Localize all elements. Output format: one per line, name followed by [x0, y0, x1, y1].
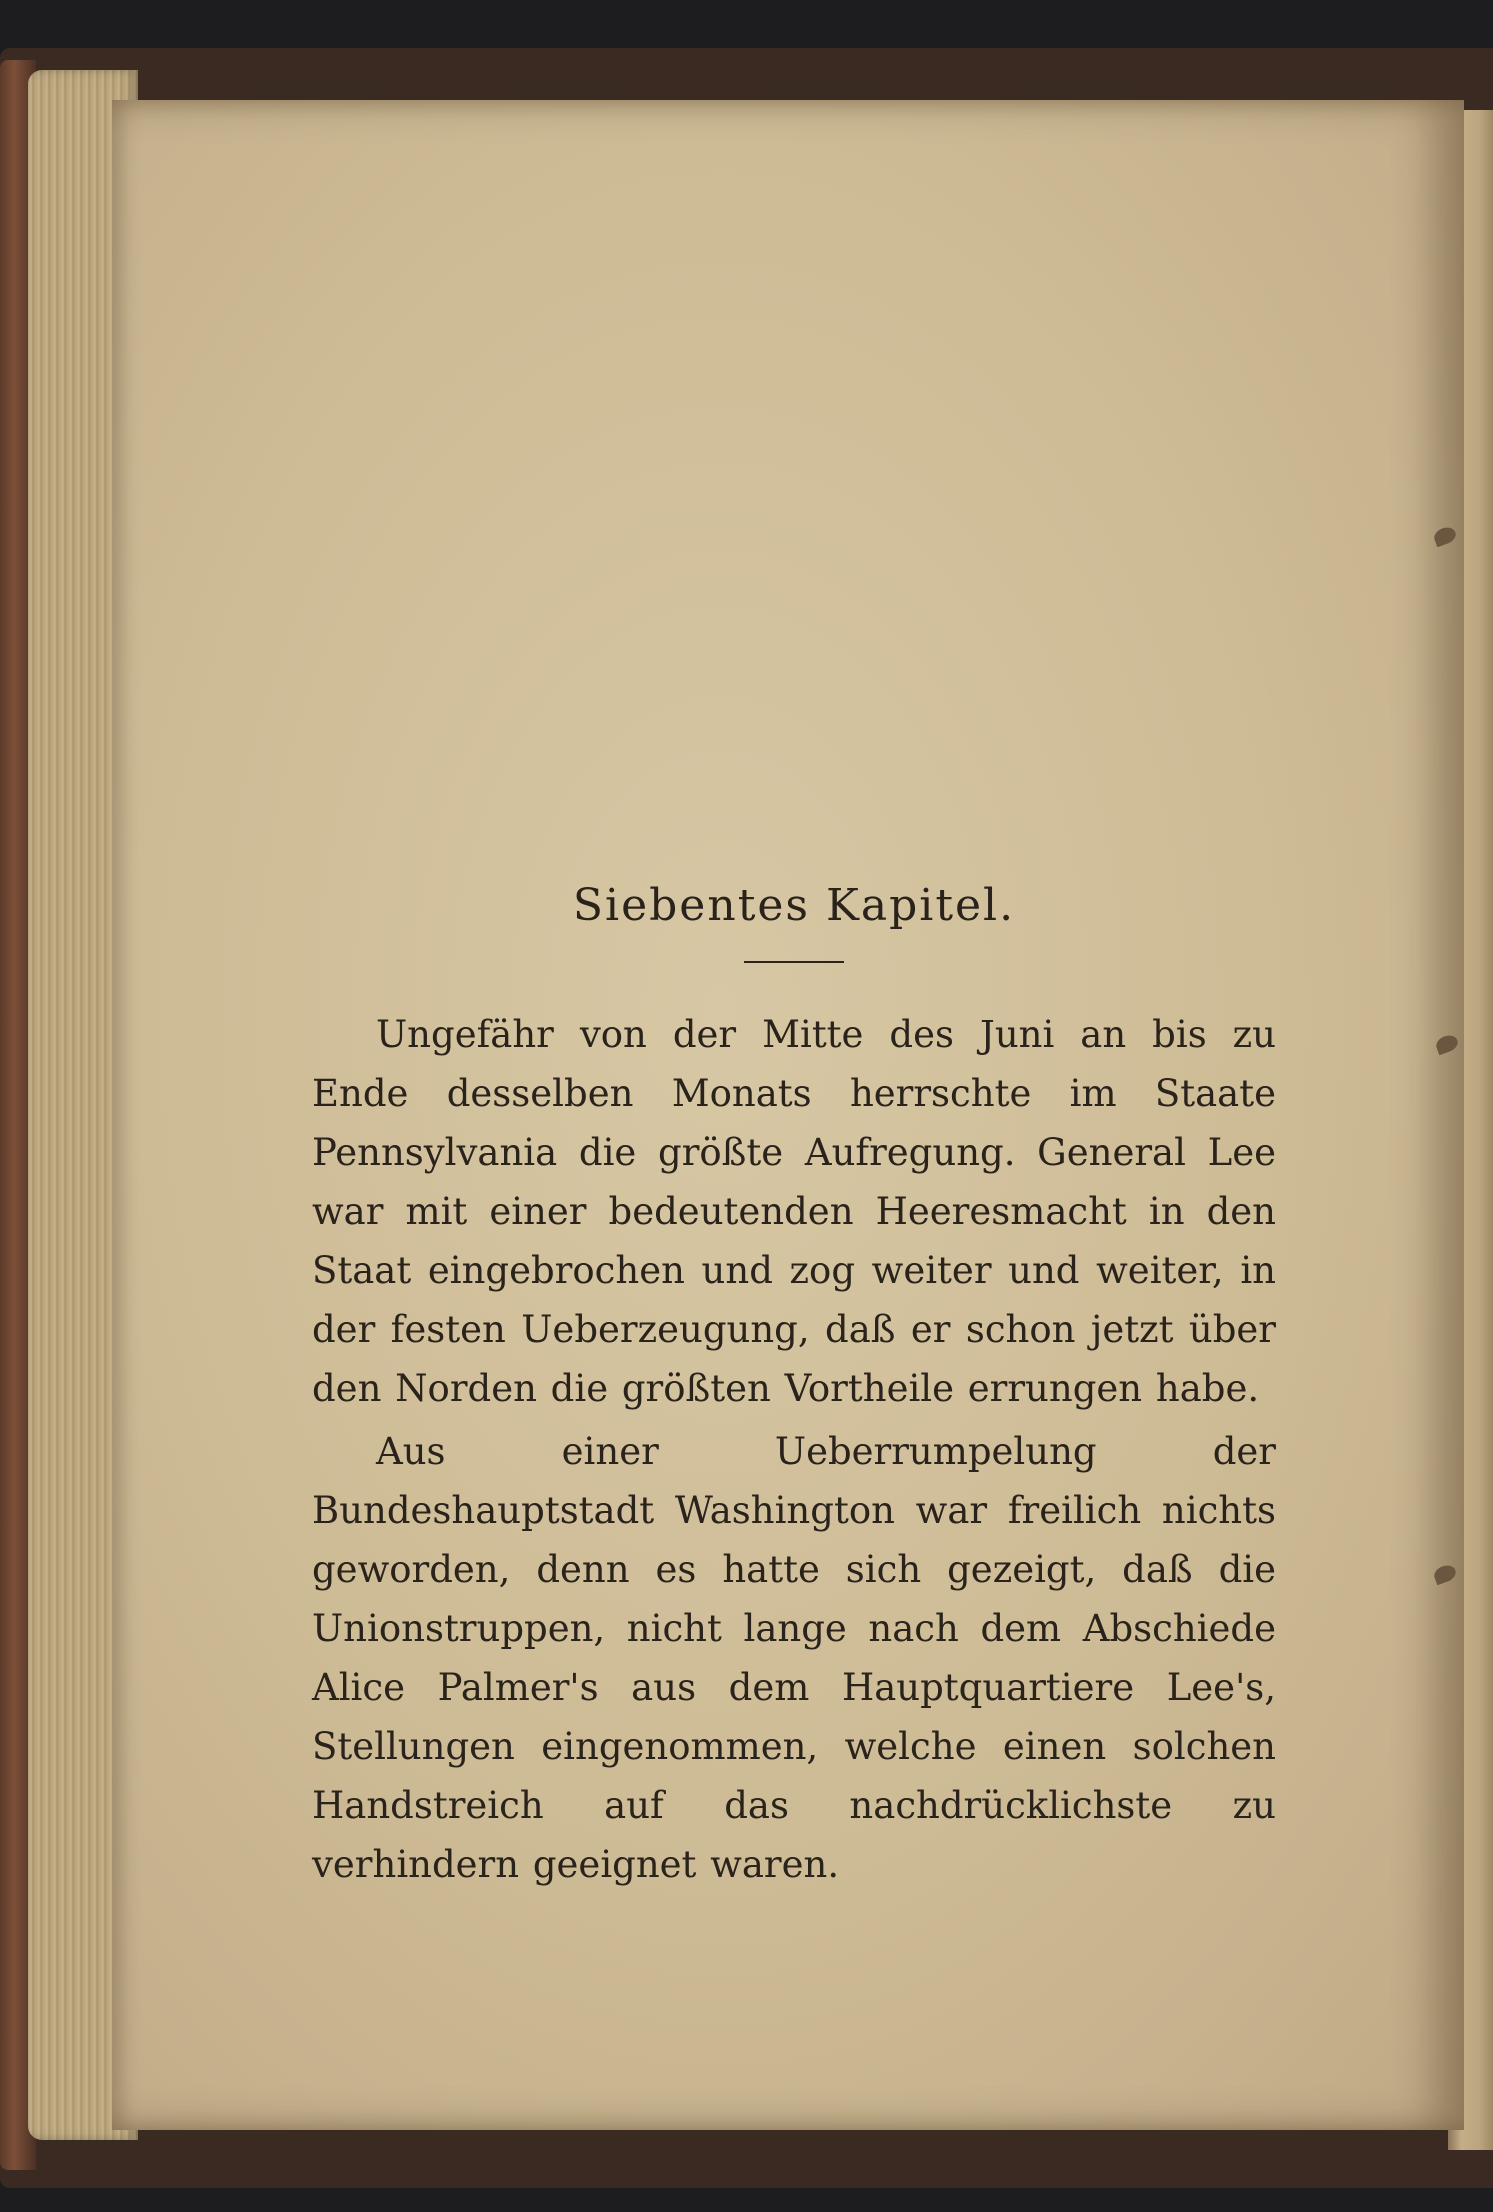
title-divider	[744, 961, 844, 963]
page-text-block	[312, 880, 1276, 1898]
paragraph: Ungefähr von der Mitte des Juni an bis zu Ende desselben Monats herrschte im Staate Pennsylvania die größte Aufregung. General Lee war mit einer bedeutenden Heeresmacht in den Staat eingebrochen und zog weiter und weiter, in der festen Ueberzeugung, daß er schon jetzt über den Norden die größten Vortheile errungen habe.	[312, 1013, 1276, 1410]
chapter-title: Siebentes Kapitel.	[572, 880, 1016, 931]
paragraph: Aus einer Ueberrumpelung der Bundeshauptstadt Washington war freilich nichts geworden, denn es hatte sich gezeigt, daß die Unionstruppen, nicht lange nach dem Abschiede Alice Palmer's aus dem Hauptquartiere Lee's, Stellungen eingenommen, welche einen solchen Handstreich auf das nachdrücklichste zu verhindern geeignet waren.	[312, 1430, 1276, 1886]
